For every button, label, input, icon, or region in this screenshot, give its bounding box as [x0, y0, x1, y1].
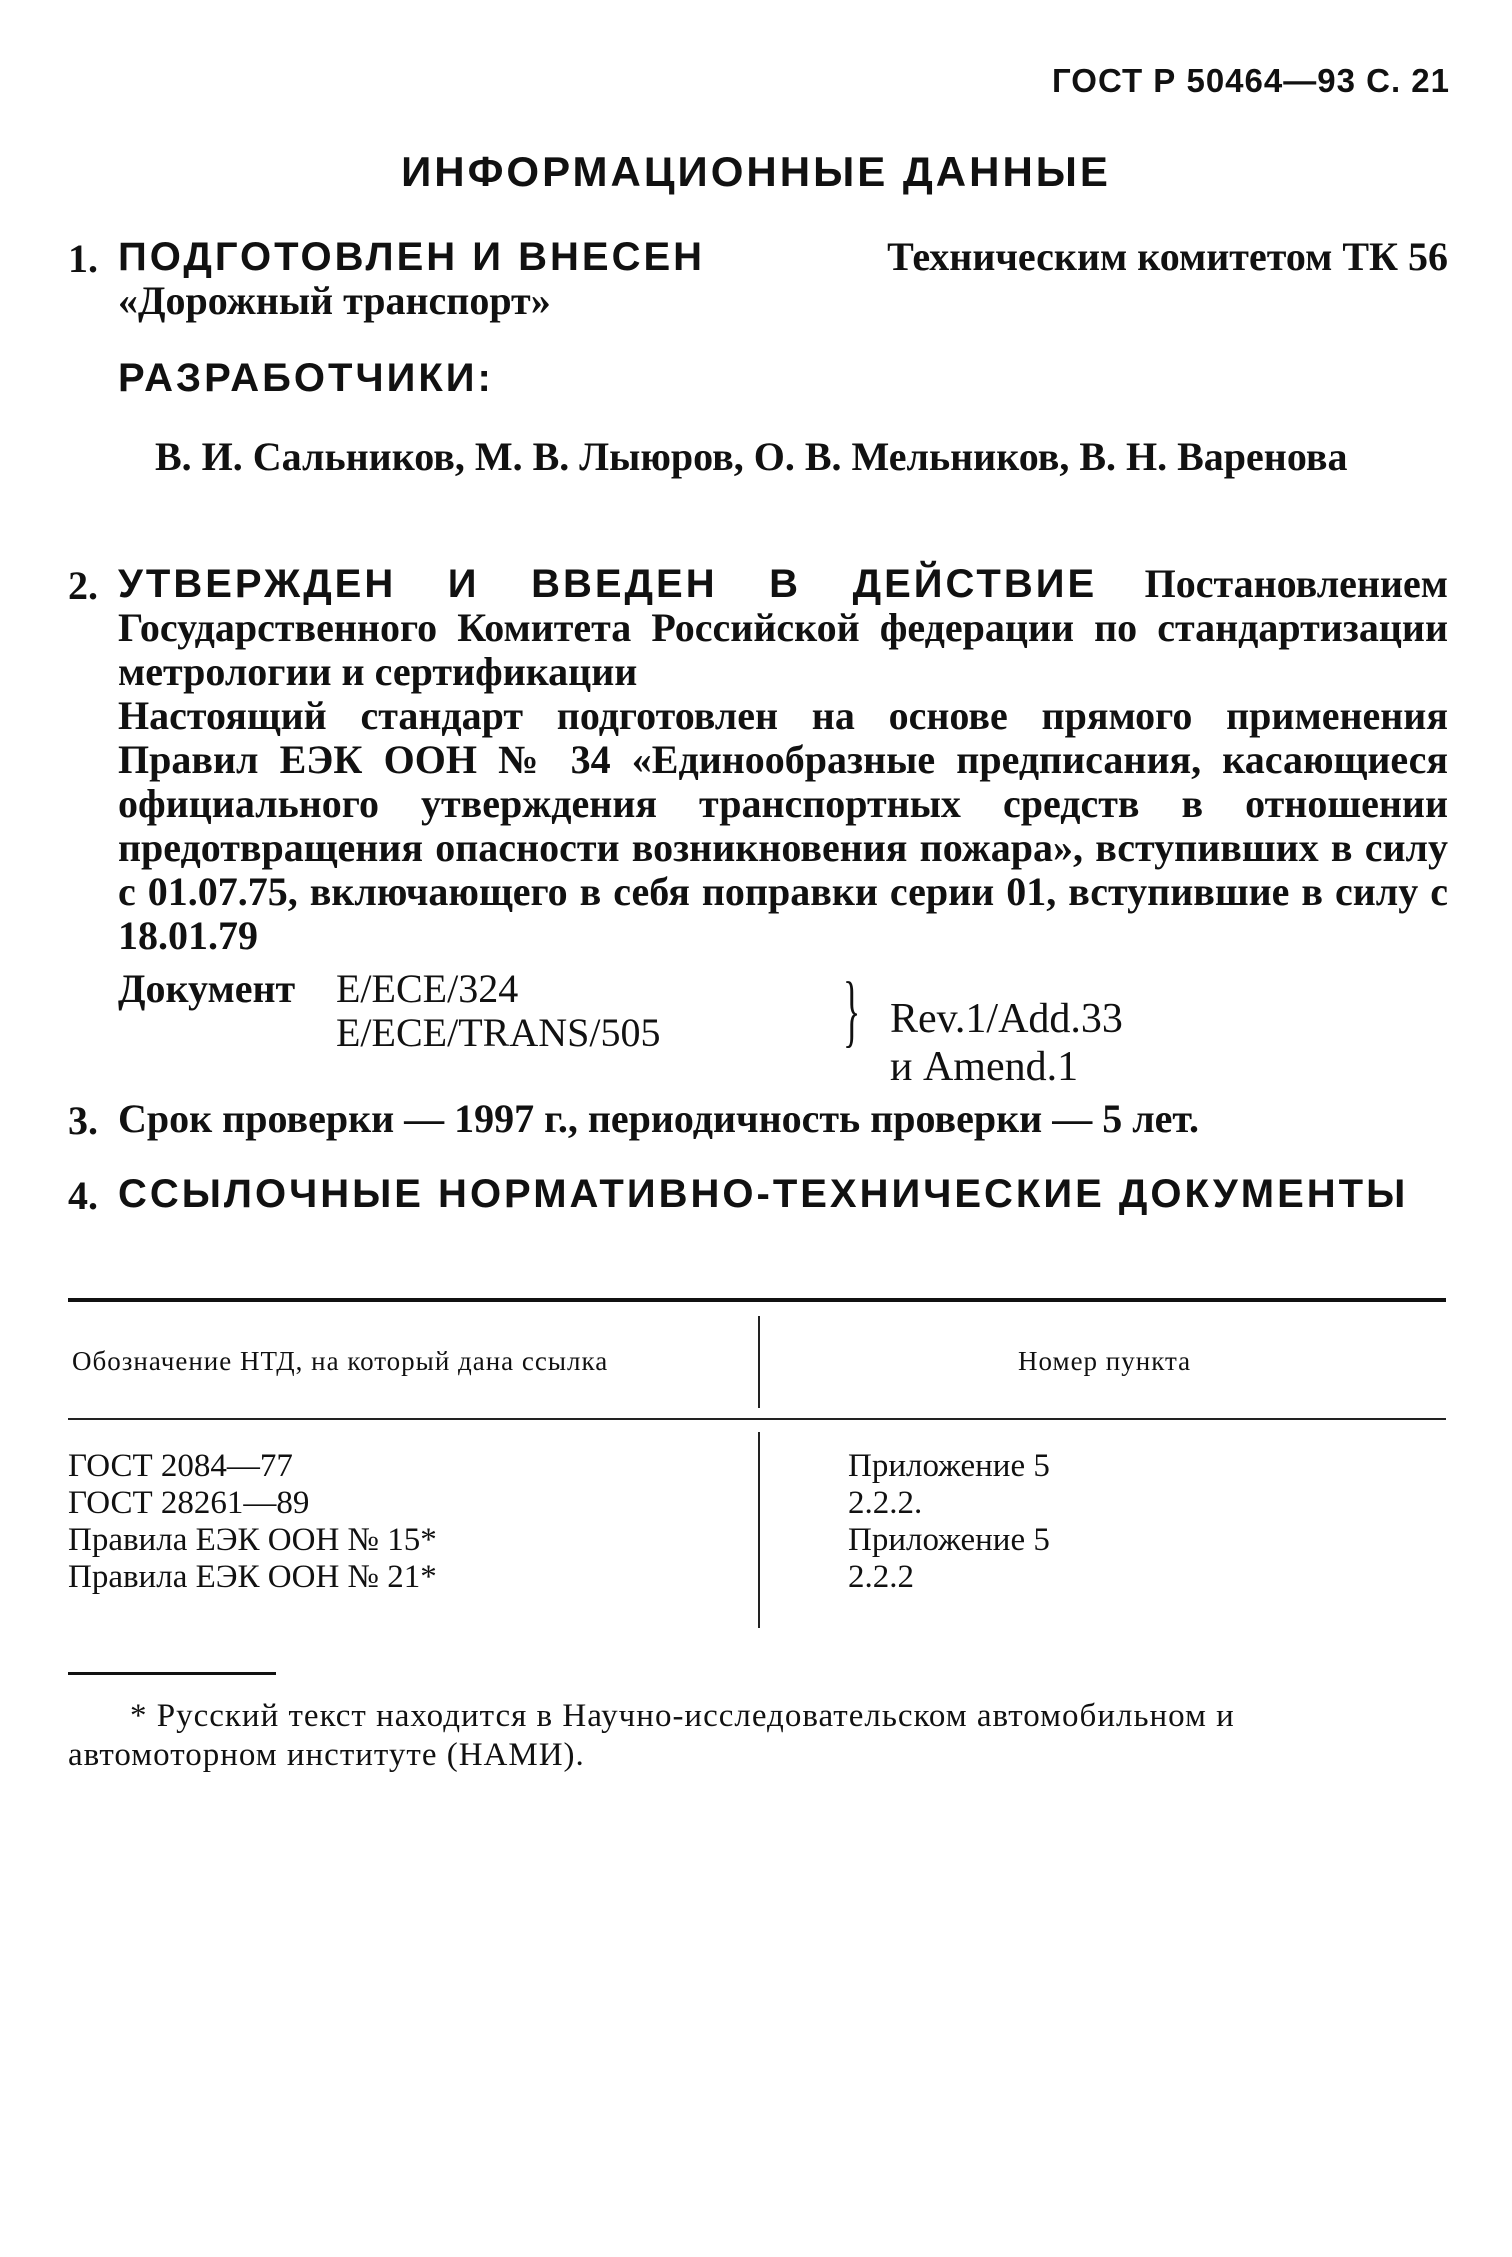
table-header-rule	[68, 1418, 1446, 1420]
brace-icon: }	[843, 967, 861, 1055]
section-1-heading: ПОДГОТОВЛЕН И ВНЕСЕН	[118, 235, 706, 279]
table-cell: Приложение 5	[848, 1448, 1050, 1484]
document-label: Документ	[118, 966, 296, 1011]
footnote-text: * Русский текст находится в Научно-исследовательском автомобильном и автомоторном институте (НАМИ).	[68, 1698, 1235, 1773]
table-header-clause: Номер пункта	[1018, 1346, 1192, 1376]
section-3-number: 3.	[68, 1098, 98, 1143]
table-column-divider	[758, 1432, 760, 1628]
table-cell: Приложение 5	[848, 1522, 1050, 1558]
table-column-clause	[848, 1448, 1050, 1596]
document-code-2: E/ECE/TRANS/505	[336, 1010, 661, 1055]
footnote	[68, 1697, 1446, 1775]
section-3	[68, 1097, 1448, 1141]
section-1-number: 1.	[68, 236, 98, 281]
footnote-rule	[68, 1672, 276, 1675]
page-title: ИНФОРМАЦИОННЫЕ ДАННЫЕ	[401, 148, 1111, 195]
section-1-committee: Техническим комитетом ТК 56	[887, 234, 1448, 279]
document-revision: Rev.1/Add.33 и Amend.1	[890, 996, 1123, 1090]
section-1	[68, 235, 1448, 323]
table-column-designation	[68, 1448, 437, 1596]
section-1-committee-org: «Дорожный транспорт»	[118, 278, 551, 323]
document-code-1: E/ECE/324	[336, 966, 519, 1011]
table-header-designation: Обозначение НТД, на который дана ссылка	[72, 1346, 609, 1376]
section-2-approval-text: Постановлением Государственного Комитета Российской федерации по стандартизации метрологии и сертификации	[118, 561, 1449, 694]
document-reference	[118, 965, 1123, 1090]
table-cell: ГОСТ 28261—89	[68, 1485, 310, 1521]
section-4-heading: ССЫЛОЧНЫЕ НОРМАТИВНО-ТЕХНИЧЕСКИЕ ДОКУМЕНТЫ	[118, 1172, 1409, 1216]
section-2-basis-text: Настоящий стандарт подготовлен на основе прямого применения Правил ЕЭК ООН № 34 «Единообразные предписания, касающиеся официального утверждения транспортных средств в отношении предотвращения опасности возникновения пожара», вступивших в силу с 01.07.75, включающего в себя поправки серии 01, вступившие в силу с 18.01.79	[118, 693, 1448, 958]
table-cell: 2.2.2	[848, 1559, 914, 1595]
section-4-number: 4.	[68, 1173, 98, 1218]
section-2-number: 2.	[68, 563, 98, 608]
developers-heading: РАЗРАБОТЧИКИ:	[118, 356, 494, 400]
section-2-heading: УТВЕРЖДЕН И ВВЕДЕН В ДЕЙСТВИЕ	[118, 562, 1098, 606]
section-3-text: Срок проверки — 1997 г., периодичность проверки — 5 лет.	[118, 1096, 1200, 1141]
table-cell: Правила ЕЭК ООН № 15*	[68, 1522, 437, 1558]
table-cell: Правила ЕЭК ООН № 21*	[68, 1559, 437, 1595]
reference-table	[68, 1298, 1446, 1638]
table-cell: ГОСТ 2084—77	[68, 1448, 293, 1484]
table-column-divider	[758, 1316, 760, 1408]
developers-names: В. И. Сальников, М. В. Лыюров, О. В. Мельников, В. Н. Варенова	[155, 434, 1348, 479]
section-4	[68, 1172, 1448, 1216]
table-cell: 2.2.2.	[848, 1485, 923, 1521]
section-2	[68, 562, 1448, 958]
running-header: ГОСТ Р 50464—93 С. 21	[1052, 62, 1450, 99]
table-top-rule	[68, 1298, 1446, 1302]
